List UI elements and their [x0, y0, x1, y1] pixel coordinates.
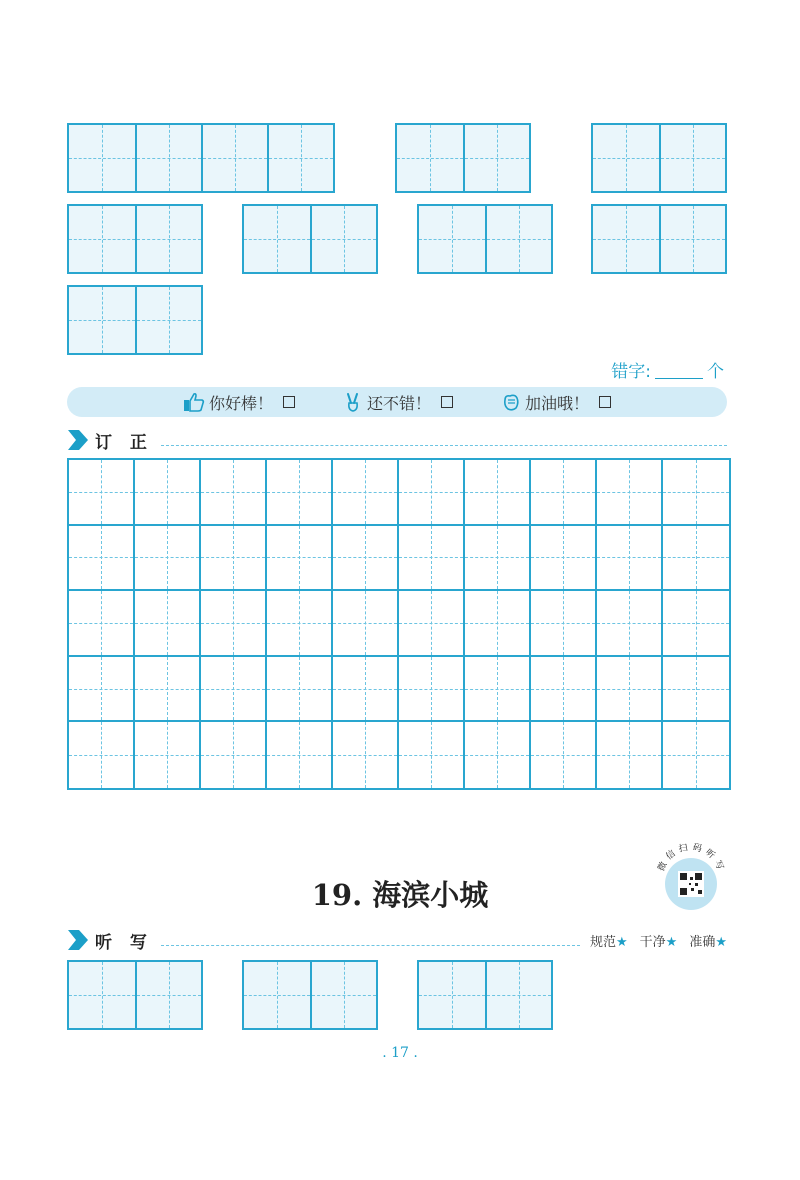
grid-cell[interactable] [135, 657, 201, 723]
rating-great-label: 你好棒！ [208, 393, 273, 413]
divider [161, 945, 580, 946]
grid-cell[interactable] [659, 125, 725, 191]
correction-header [67, 428, 727, 452]
error-count-blank[interactable] [655, 378, 703, 379]
grid-cell[interactable] [399, 591, 465, 657]
grid-cell[interactable] [485, 962, 551, 1028]
page-number: . 17 . [382, 1045, 418, 1061]
grid-cell[interactable] [597, 657, 663, 723]
grid-cell[interactable] [69, 125, 135, 191]
criteria-item: 准确★ [689, 934, 727, 950]
grid-cell[interactable] [267, 125, 333, 191]
error-count [611, 357, 724, 382]
grid-cell[interactable] [135, 722, 201, 788]
arrow-right-icon [67, 429, 89, 451]
chapter-title: 19. 海滨小城 [311, 878, 489, 912]
rating-great-checkbox[interactable] [283, 396, 295, 408]
writing-grid[interactable] [67, 285, 203, 355]
correction-title: 订 正 [95, 432, 153, 453]
rating-good-label: 还不错！ [366, 393, 431, 413]
rating-great [183, 391, 295, 414]
grid-cell[interactable] [597, 460, 663, 526]
grid-cell[interactable] [267, 591, 333, 657]
victory-hand-icon [343, 392, 363, 412]
rating-keep-going-checkbox[interactable] [599, 396, 611, 408]
correction-grid[interactable] [67, 458, 731, 790]
grid-cell[interactable] [399, 722, 465, 788]
grid-cell[interactable] [267, 722, 333, 788]
criteria-item: 规范★ [589, 934, 628, 950]
grid-cell[interactable] [201, 526, 267, 592]
divider [161, 445, 727, 446]
grid-cell[interactable] [463, 125, 529, 191]
grid-cell[interactable] [465, 460, 531, 526]
writing-grid[interactable] [591, 123, 727, 193]
grid-cell[interactable] [135, 287, 201, 353]
rating-good [343, 391, 453, 414]
star-icon: ★ [715, 934, 727, 950]
grid-cell[interactable] [201, 125, 267, 191]
dictation-title: 听 写 [95, 932, 153, 953]
grid-cell[interactable] [135, 526, 201, 592]
grid-cell[interactable] [593, 125, 659, 191]
writing-grid[interactable] [591, 204, 727, 274]
grid-cell[interactable] [419, 962, 485, 1028]
grid-cell[interactable] [201, 657, 267, 723]
grid-cell[interactable] [333, 460, 399, 526]
writing-grid[interactable] [417, 960, 553, 1030]
grid-cell[interactable] [244, 962, 310, 1028]
grid-cell[interactable] [485, 206, 551, 272]
qr-code-badge[interactable] [651, 838, 731, 918]
grid-cell[interactable] [597, 526, 663, 592]
star-icon: ★ [616, 934, 628, 950]
grid-cell[interactable] [135, 962, 201, 1028]
grid-cell[interactable] [201, 722, 267, 788]
grid-cell[interactable] [69, 722, 135, 788]
grid-cell[interactable] [69, 962, 135, 1028]
grid-cell[interactable] [531, 460, 597, 526]
grid-cell[interactable] [135, 125, 201, 191]
grid-cell[interactable] [663, 460, 729, 526]
writing-grid[interactable] [395, 123, 531, 193]
grid-cell[interactable] [69, 287, 135, 353]
writing-grid[interactable] [242, 204, 378, 274]
grid-cell[interactable] [397, 125, 463, 191]
grid-cell[interactable] [663, 722, 729, 788]
grid-cell[interactable] [399, 460, 465, 526]
grid-cell[interactable] [333, 657, 399, 723]
grid-cell[interactable] [663, 591, 729, 657]
error-count-label: 错字: [611, 362, 651, 382]
grid-cell[interactable] [310, 206, 376, 272]
star-icon: ★ [665, 934, 678, 950]
grid-cell[interactable] [135, 460, 201, 526]
thumbs-up-icon [183, 392, 205, 412]
grid-cell[interactable] [267, 526, 333, 592]
grid-cell[interactable] [531, 722, 597, 788]
error-count-unit: 个 [707, 362, 724, 382]
grid-cell[interactable] [267, 657, 333, 723]
grid-cell[interactable] [69, 657, 135, 723]
qr-code-icon[interactable] [651, 838, 731, 918]
dictation-header [67, 928, 727, 952]
grid-cell[interactable] [135, 591, 201, 657]
grid-cell[interactable] [465, 657, 531, 723]
rating-bar [67, 387, 727, 417]
grid-cell[interactable] [333, 722, 399, 788]
grid-cell[interactable] [659, 206, 725, 272]
grid-cell[interactable] [135, 206, 201, 272]
grid-cell[interactable] [663, 526, 729, 592]
grid-cell[interactable] [531, 591, 597, 657]
criteria [590, 931, 727, 950]
grid-cell[interactable] [465, 591, 531, 657]
qr-badge-label: 微信扫码听写 [656, 842, 727, 876]
arrow-right-icon [67, 929, 89, 951]
grid-cell[interactable] [597, 591, 663, 657]
grid-cell[interactable] [399, 657, 465, 723]
grid-cell[interactable] [333, 526, 399, 592]
grid-cell[interactable] [201, 460, 267, 526]
grid-cell[interactable] [465, 526, 531, 592]
grid-cell[interactable] [69, 591, 135, 657]
grid-cell[interactable] [244, 206, 310, 272]
writing-grid[interactable] [67, 204, 203, 274]
rating-keep-going-label: 加油哦！ [525, 393, 590, 413]
writing-grid[interactable] [67, 960, 203, 1030]
fist-icon [501, 392, 521, 412]
grid-cell[interactable] [593, 206, 659, 272]
grid-cell[interactable] [333, 591, 399, 657]
grid-cell[interactable] [69, 206, 135, 272]
grid-cell[interactable] [69, 460, 135, 526]
rating-keep-going [501, 391, 611, 414]
grid-cell[interactable] [267, 460, 333, 526]
grid-cell[interactable] [531, 657, 597, 723]
grid-cell[interactable] [310, 962, 376, 1028]
criteria-item: 干净★ [639, 934, 678, 950]
grid-cell[interactable] [597, 722, 663, 788]
grid-cell[interactable] [465, 722, 531, 788]
grid-cell[interactable] [69, 526, 135, 592]
rating-good-checkbox[interactable] [441, 396, 453, 408]
grid-cell[interactable] [531, 526, 597, 592]
grid-cell[interactable] [201, 591, 267, 657]
writing-grid[interactable] [67, 123, 335, 193]
grid-cell[interactable] [419, 206, 485, 272]
writing-grid[interactable] [242, 960, 378, 1030]
grid-cell[interactable] [399, 526, 465, 592]
writing-grid[interactable] [417, 204, 553, 274]
grid-cell[interactable] [663, 657, 729, 723]
